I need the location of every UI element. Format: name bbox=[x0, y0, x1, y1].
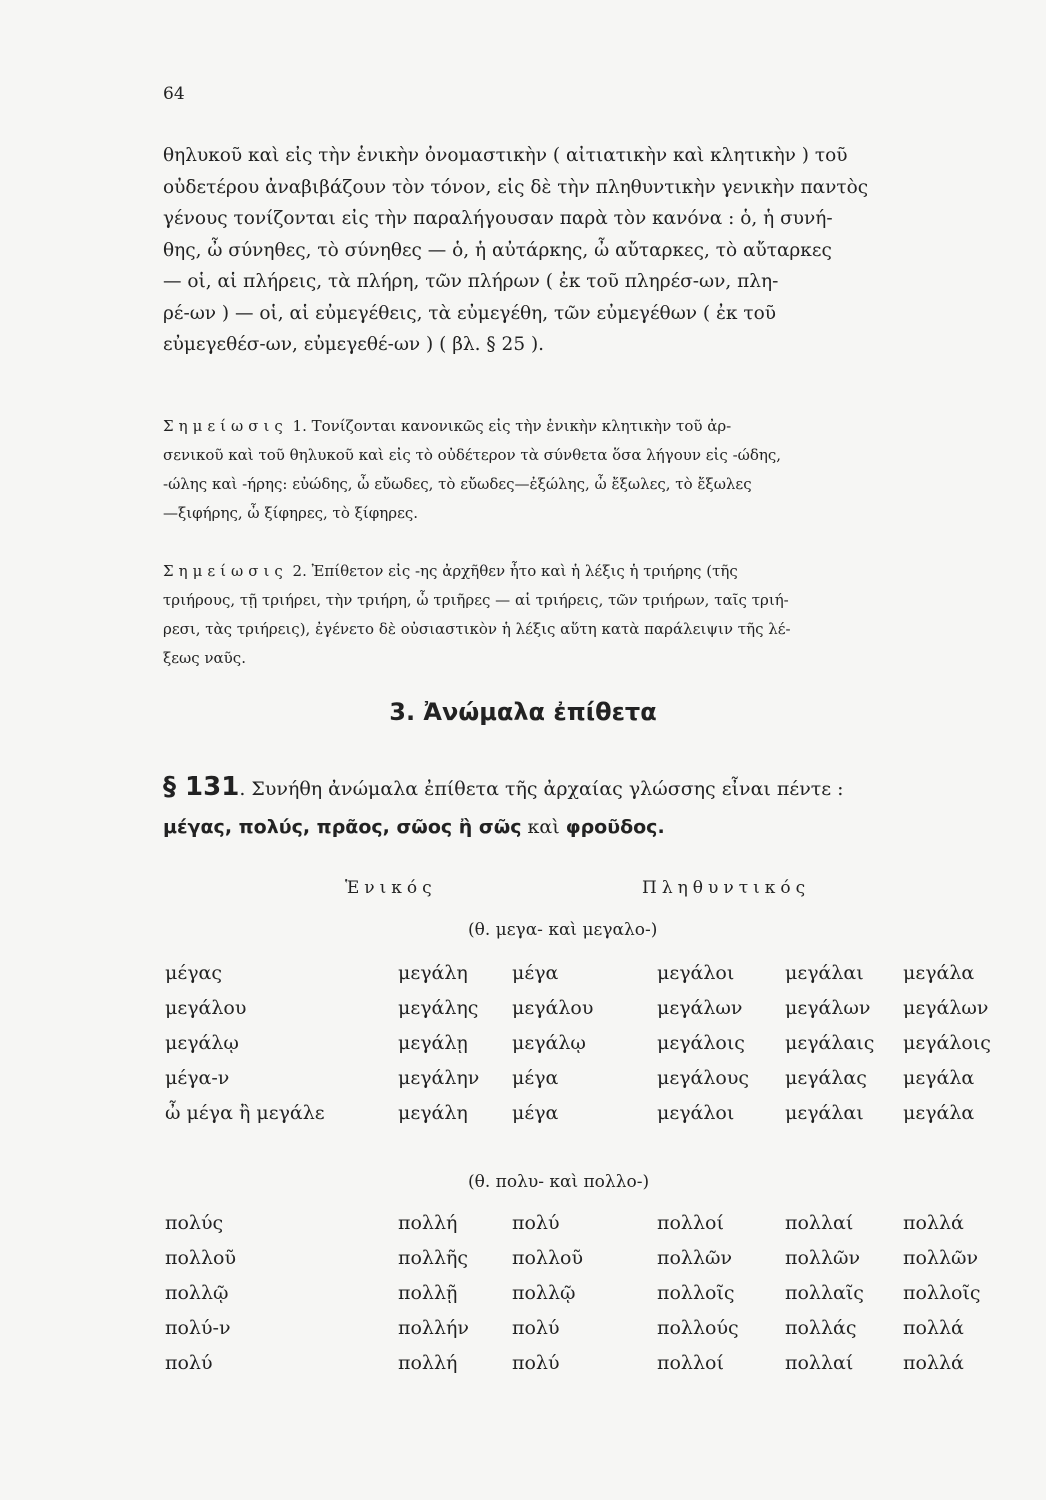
polys-form-cell: πολύ-ν bbox=[165, 1317, 231, 1339]
text-line: —ξιφήρης, ὦ ξίφηρες, τὸ ξίφηρες. bbox=[163, 504, 419, 522]
polys-form-cell: πολλή bbox=[398, 1352, 458, 1374]
megas-form-cell: μεγάλου bbox=[165, 997, 247, 1019]
polys-form-cell: πολλῷ bbox=[512, 1282, 576, 1304]
polys-form-cell: πολλοῦ bbox=[165, 1247, 236, 1269]
megas-form-cell: μεγάλων bbox=[903, 997, 989, 1019]
megas-form-cell: μεγάλαι bbox=[785, 962, 864, 984]
megas-form-cell: μέγα bbox=[512, 962, 559, 984]
megas-form-cell: μεγάλῳ bbox=[165, 1032, 239, 1054]
note-2 bbox=[163, 557, 933, 673]
paragraph-continuation bbox=[163, 140, 933, 361]
polys-form-cell: πολλά bbox=[903, 1352, 964, 1374]
megas-form-cell: μεγάλῳ bbox=[512, 1032, 586, 1054]
megas-form-cell: μεγάλοις bbox=[657, 1032, 745, 1054]
polys-form-cell: πολλοί bbox=[657, 1352, 724, 1374]
text-line: — οἱ, αἱ πλήρεις, τὰ πλήρη, τῶν πλήρων ( ἐκ τοῦ πληρέσ-ων, πλη- bbox=[163, 271, 779, 292]
polys-form-cell: πολλή bbox=[398, 1212, 458, 1234]
note-label: Σημείωσις bbox=[163, 417, 288, 435]
note-1 bbox=[163, 412, 933, 528]
polys-form-cell: πολύ bbox=[512, 1352, 560, 1374]
polys-form-cell: πολλαί bbox=[785, 1352, 854, 1374]
text-line: ρεσι, τὰς τριήρεις), ἐγένετο δὲ οὐσιαστικὸν ἡ λέξις αὕτη κατὰ παράλειψιν τῆς λέ- bbox=[163, 620, 791, 638]
polys-form-cell: πολλοί bbox=[657, 1212, 724, 1234]
polys-form-cell: πολύ bbox=[165, 1352, 213, 1374]
megas-form-cell: μεγάλαις bbox=[785, 1032, 875, 1054]
megas-form-cell: μεγάλης bbox=[398, 997, 479, 1019]
megas-form-cell: μέγα bbox=[512, 1102, 559, 1124]
megas-form-cell: μεγάλῃ bbox=[398, 1032, 468, 1054]
polys-form-cell: πολύ bbox=[512, 1212, 560, 1234]
section-title: 3. Ἀνώμαλα ἐπίθετα bbox=[389, 698, 657, 726]
polys-form-cell: πολλῆς bbox=[398, 1247, 469, 1269]
megas-form-cell: μεγάλου bbox=[512, 997, 594, 1019]
text-line: τριήρους, τῇ τριήρει, τὴν τριήρη, ὦ τριῆρες — αἱ τριήρεις, τῶν τριήρων, ταῖς τριή- bbox=[163, 591, 789, 609]
megas-form-cell: μεγάλα bbox=[903, 1067, 975, 1089]
text-line: γένους τονίζονται εἰς τὴν παραλήγουσαν παρὰ τὸν κανόνα : ὁ, ἡ συνή- bbox=[163, 208, 833, 229]
polys-form-cell: πολλῶν bbox=[785, 1247, 861, 1269]
polys-form-cell: πολλοῖς bbox=[903, 1282, 981, 1304]
megas-form-cell: μεγάλη bbox=[398, 962, 468, 984]
text-line: ξεως ναῦς. bbox=[163, 649, 246, 667]
period: . bbox=[657, 816, 665, 838]
text-line: σενικοῦ καὶ τοῦ θηλυκοῦ καὶ εἰς τὸ οὐδέτερον τὰ σύνθετα ὅσα λήγουν εἰς -ώδης, bbox=[163, 446, 782, 464]
megas-form-cell: μέγα-ν bbox=[165, 1067, 230, 1089]
text-line: -ώλης καὶ -ήρης: εὐώδης, ὦ εὔωδες, τὸ εὔωδες—ἐξώλης, ὦ ἔξωλες, τὸ ἔξωλες bbox=[163, 475, 752, 493]
polys-form-cell: πολύς bbox=[165, 1212, 224, 1234]
polys-form-cell: πολλά bbox=[903, 1212, 964, 1234]
polys-form-cell: πολλοῦ bbox=[512, 1247, 583, 1269]
megas-form-cell: μέγας bbox=[165, 962, 223, 984]
theme-label-1: (θ. μεγα- καὶ μεγαλο-) bbox=[468, 920, 658, 940]
polys-form-cell: πολλαῖς bbox=[785, 1282, 864, 1304]
theme-label-2: (θ. πολυ- καὶ πολλο-) bbox=[468, 1172, 650, 1192]
megas-form-cell: μεγάλα bbox=[903, 1102, 975, 1124]
megas-form-cell: μέγα bbox=[512, 1067, 559, 1089]
polys-form-cell: πολλῶν bbox=[657, 1247, 733, 1269]
header-singular: Ἑνικός bbox=[345, 878, 437, 898]
megas-form-cell: μεγάλην bbox=[398, 1067, 480, 1089]
megas-form-cell: μεγάλων bbox=[657, 997, 743, 1019]
megas-form-cell: μεγάλας bbox=[785, 1067, 867, 1089]
polys-form-cell: πολλούς bbox=[657, 1317, 739, 1339]
text-line: Σημείωσις 2. Ἐπίθετον εἰς -ης ἀρχῆθεν ἦτο καὶ ἡ λέξις ἡ τριήρης (τῆς bbox=[163, 562, 738, 580]
conjunction: καὶ bbox=[527, 816, 560, 838]
polys-form-cell: πολλάς bbox=[785, 1317, 857, 1339]
polys-form-cell: πολλοῖς bbox=[657, 1282, 735, 1304]
text-line: Σημείωσις 1. Τονίζονται κανονικῶς εἰς τὴν ἑνικὴν κλητικὴν τοῦ ἀρ- bbox=[163, 417, 732, 435]
megas-form-cell: μεγάλοι bbox=[657, 1102, 735, 1124]
polys-form-cell: πολλῶν bbox=[903, 1247, 979, 1269]
paragraph-131 bbox=[163, 768, 943, 846]
polys-form-cell: πολλῇ bbox=[398, 1282, 458, 1304]
megas-form-cell: μεγάλαι bbox=[785, 1102, 864, 1124]
text-line: ρέ-ων ) — οἱ, αἱ εὐμεγέθεις, τὰ εὐμεγέθη, τῶν εὐμεγέθων ( ἐκ τοῦ bbox=[163, 302, 776, 324]
megas-form-cell: μεγάλους bbox=[657, 1067, 750, 1089]
paragraph-text: . Συνήθη ἀνώμαλα ἐπίθετα τῆς ἀρχαίας γλώσσης εἶναι πέντε : bbox=[239, 778, 844, 800]
megas-form-cell: μεγάλοι bbox=[657, 962, 735, 984]
header-plural: Πληθυντικός bbox=[642, 878, 811, 898]
text-line: θηλυκοῦ καὶ εἰς τὴν ἑνικὴν ὀνομαστικὴν ( αἰτιατικὴν καὶ κλητικὴν ) τοῦ bbox=[163, 145, 848, 166]
adjective-last: φροῦδος bbox=[565, 816, 658, 838]
section-number: § 131 bbox=[163, 772, 240, 802]
polys-form-cell: πολλῷ bbox=[165, 1282, 229, 1304]
text-line: εὐμεγεθέσ-ων, εὐμεγεθέ-ων ) ( βλ. § 25 ). bbox=[163, 334, 545, 355]
text-line: θης, ὦ σύνηθες, τὸ σύνηθες — ὁ, ἡ αὐτάρκης, ὦ αὔταρκες, τὸ αὔταρκες bbox=[163, 239, 832, 261]
note-label: Σημείωσις bbox=[163, 562, 288, 580]
polys-form-cell: πολύ bbox=[512, 1317, 560, 1339]
page-number: 64 bbox=[163, 84, 185, 104]
text-line: οὐδετέρου ἀναβιβάζουν τὸν τόνον, εἰς δὲ τὴν πληθυντικὴν γενικὴν παντὸς bbox=[163, 176, 869, 198]
polys-form-cell: πολλαί bbox=[785, 1212, 854, 1234]
polys-form-cell: πολλήν bbox=[398, 1317, 469, 1339]
adjective-list: μέγας, πολύς, πρᾶος, σῶος ἢ σῶς bbox=[163, 816, 522, 838]
megas-form-cell: μεγάλοις bbox=[903, 1032, 991, 1054]
megas-form-cell: μεγάλων bbox=[785, 997, 871, 1019]
megas-form-cell: μεγάλη bbox=[398, 1102, 468, 1124]
megas-form-cell: μεγάλα bbox=[903, 962, 975, 984]
megas-form-cell: ὦ μέγα ἢ μεγάλε bbox=[165, 1102, 325, 1124]
polys-form-cell: πολλά bbox=[903, 1317, 964, 1339]
